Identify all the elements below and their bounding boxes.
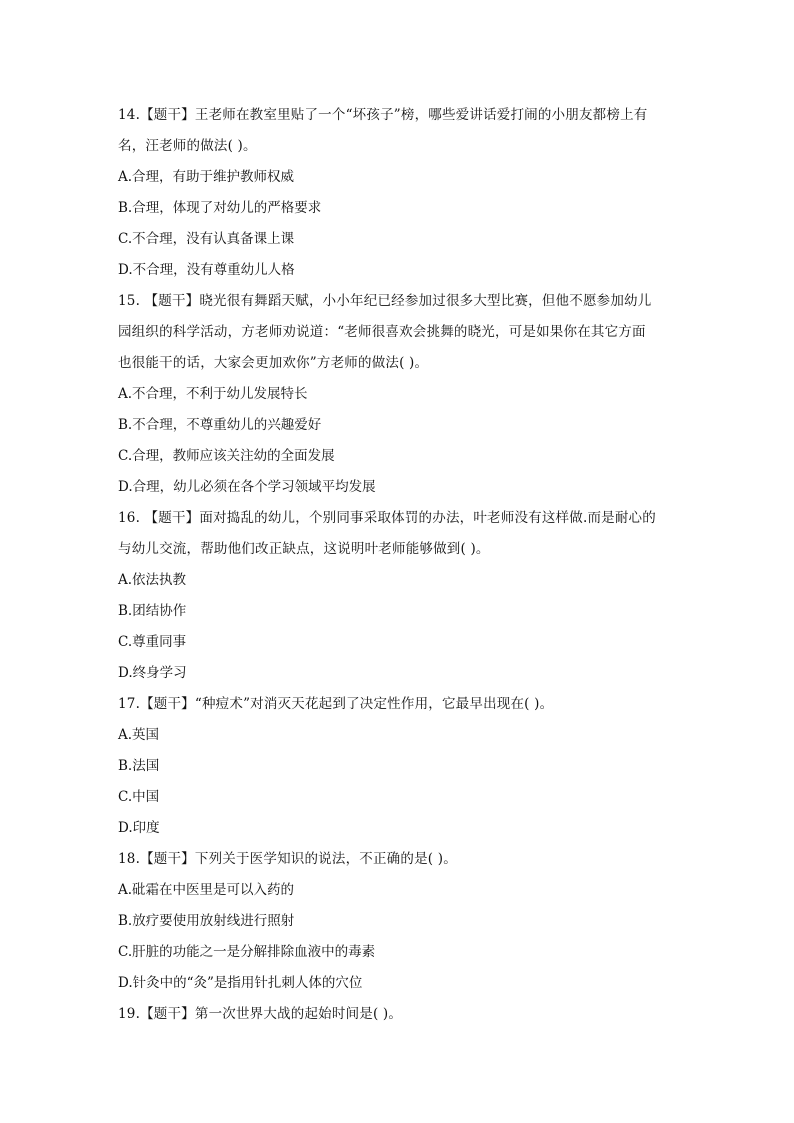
option-c: C.合理，教师应该关注幼的全面发展 xyxy=(118,448,335,464)
option-a: A.不合理，不利于幼儿发展特长 xyxy=(118,386,308,402)
option-d: D.针灸中的“灸”是指用针扎刺人体的穴位 xyxy=(118,975,363,991)
option-d: D.印度 xyxy=(118,820,160,836)
question-stem-line: 也很能干的话，大家会更加欢你”方老师的做法( )。 xyxy=(118,355,429,371)
question-stem-line: 名，汪老师的做法( )。 xyxy=(118,138,257,154)
question-stem-line: 15. 【题干】晓光很有舞蹈天赋，小小年纪已经参加过很多大型比赛，但他不愿参加幼儿 xyxy=(118,293,652,309)
option-c: C.肝脏的功能之一是分解排除血液中的毒素 xyxy=(118,944,376,960)
option-a: A.合理，有助于维护教师权威 xyxy=(118,169,295,185)
question-stem-line: 19.【题干】第一次世界大战的起始时间是( )。 xyxy=(118,1006,403,1022)
question-15 xyxy=(118,286,688,503)
option-c: C.尊重同事 xyxy=(118,634,187,650)
question-16 xyxy=(118,503,688,689)
option-d: D.终身学习 xyxy=(118,665,187,681)
question-stem-line: 16. 【题干】面对捣乱的幼儿，个别同事采取体罚的办法，叶老师没有这样做.而是耐心的 xyxy=(118,510,656,526)
question-17 xyxy=(118,689,688,844)
question-stem-line: 园组织的科学活动，方老师劝说道：“老师很喜欢会挑舞的晓光，可是如果你在其它方面 xyxy=(118,324,646,340)
option-b: B.法国 xyxy=(118,758,160,774)
option-c: C.不合理，没有认真备课上课 xyxy=(118,231,295,247)
option-b: B.放疗要使用放射线进行照射 xyxy=(118,913,295,929)
option-c: C.中国 xyxy=(118,789,160,805)
question-stem-line: 与幼儿交流，帮助他们改正缺点，这说明叶老师能够做到( )。 xyxy=(118,541,490,557)
option-a: A.英国 xyxy=(118,727,160,743)
question-19 xyxy=(118,999,688,1030)
question-14 xyxy=(118,100,688,286)
option-a: A.依法执教 xyxy=(118,572,187,588)
option-b: B.不合理，不尊重幼儿的兴趣爱好 xyxy=(118,417,322,433)
question-stem-line: 14.【题干】王老师在教室里贴了一个“坏孩子”榜，哪些爱讲话爱打闹的小朋友都榜上有 xyxy=(118,107,648,123)
option-d: D.合理，幼儿必须在各个学习领域平均发展 xyxy=(118,479,376,495)
option-b: B.合理，体现了对幼儿的严格要求 xyxy=(118,200,322,216)
option-d: D.不合理，没有尊重幼儿人格 xyxy=(118,262,295,278)
option-b: B.团结协作 xyxy=(118,603,187,619)
question-stem-line: 17.【题干】“种痘术”对消灭天花起到了决定性作用，它最早出现在( )。 xyxy=(118,696,554,712)
option-a: A.砒霜在中医里是可以入药的 xyxy=(118,882,295,898)
question-stem-line: 18.【题干】下列关于医学知识的说法，不正确的是( )。 xyxy=(118,851,457,867)
exam-page xyxy=(118,100,688,1030)
question-18 xyxy=(118,844,688,999)
